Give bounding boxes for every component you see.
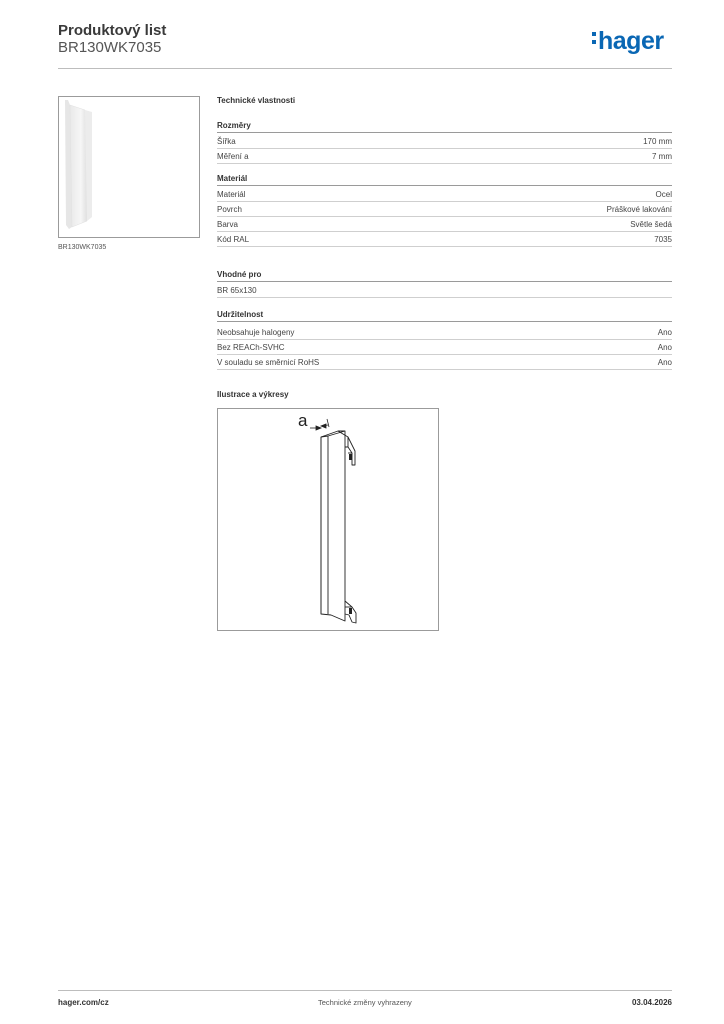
sustainability-row-reach (217, 340, 672, 355)
dimension-row-a (217, 149, 672, 164)
product-code: BR130WK7035 (58, 39, 162, 56)
page-title: Produktový list (58, 22, 167, 39)
row-label: Barva (217, 219, 238, 229)
footer-date: 03.04.2026 (631, 998, 672, 1007)
row-value: Světle šedá (630, 219, 672, 229)
technical-properties-title: Technické vlastnosti (217, 96, 296, 105)
product-image-frame (58, 96, 200, 238)
row-label: Kód RAL (217, 234, 250, 244)
row-label: Neobsahuje halogeny (217, 327, 295, 337)
illustrations-title: Ilustrace a výkresy (217, 390, 289, 399)
row-label: Povrch (217, 204, 242, 214)
row-label: Šířka (217, 136, 236, 146)
row-value: Ano (657, 342, 672, 352)
row-value: Ocel (655, 189, 672, 199)
suitable-row (217, 283, 672, 298)
row-label: Bez REACh-SVHC (217, 342, 285, 352)
logo-colon-icon (592, 28, 597, 48)
row-label: Měření a (217, 151, 249, 161)
footer-note: Technické změny vyhrazeny (318, 998, 412, 1007)
material-row-color (217, 217, 672, 232)
sustainability-heading: Udržitelnost (217, 310, 672, 322)
technical-drawing (218, 409, 438, 630)
row-value: 7035 (654, 234, 672, 244)
row-value: 170 mm (643, 136, 672, 146)
dimension-row-width (217, 134, 672, 149)
row-label: Materiál (217, 189, 246, 199)
row-label: V souladu se směrnicí RoHS (217, 357, 320, 367)
material-row-material (217, 187, 672, 202)
product-cover-image (59, 97, 199, 237)
dimensions-heading: Rozměry (217, 121, 672, 133)
logo-text: hager (598, 27, 664, 55)
hager-logo (592, 27, 664, 56)
row-value: Ano (657, 327, 672, 337)
dimension-a-label: a (298, 411, 308, 430)
illustration-frame (217, 408, 439, 631)
product-image-caption: BR130WK7035 (58, 244, 107, 251)
sustainability-row-rohs (217, 355, 672, 370)
footer-divider (58, 990, 672, 991)
row-value: 7 mm (652, 151, 672, 161)
sustainability-row-halogen (217, 325, 672, 340)
suitable-heading: Vhodné pro (217, 270, 672, 282)
material-heading: Materiál (217, 174, 672, 186)
footer-website[interactable]: hager.com/cz (58, 998, 109, 1007)
header-divider (58, 68, 672, 69)
row-value: Ano (657, 357, 672, 367)
row-value: Práškové lakování (606, 204, 672, 214)
material-row-ral (217, 232, 672, 247)
material-row-surface (217, 202, 672, 217)
row-label: BR 65x130 (217, 285, 257, 295)
